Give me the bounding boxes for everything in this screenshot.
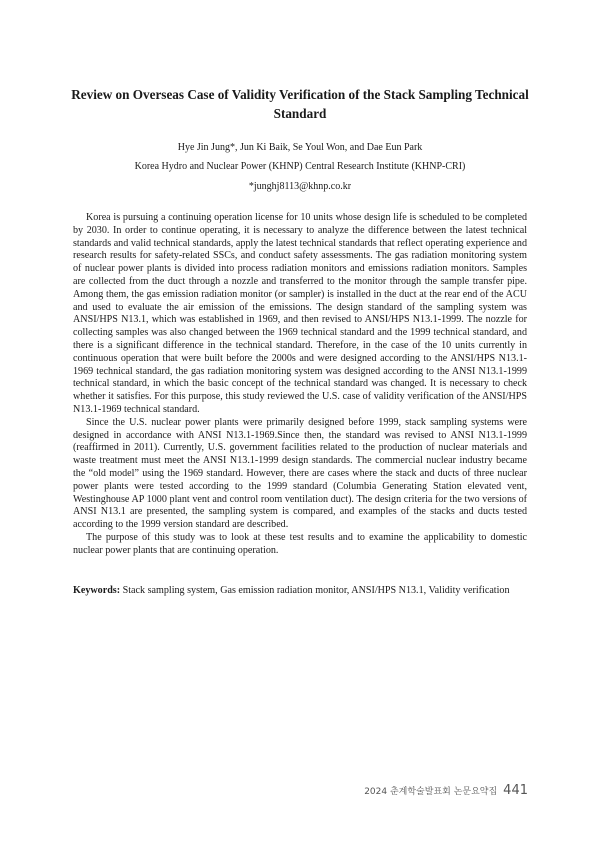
paper-title: Review on Overseas Case of Validity Verification of the Stack Sampling Technical Standard — [71, 87, 529, 121]
conference-name: 2024 춘계학술발표회 논문요약집 — [364, 787, 498, 797]
abstract — [73, 212, 527, 558]
keywords-label: Keywords: — [73, 585, 121, 596]
page-number: 441 — [503, 783, 528, 798]
abstract-paragraph-1: Korea is pursuing a continuing operation license for 10 units whose design life is scheduled to be completed by 2030. In order to continue operating, it is necessary to analyze the difference between the latest technical standards and valid technical standards, apply the latest technical standards that reflect operating experience and research results for safety-related SSCs, and conduct safety assessments. The gas radiation monitoring system of nuclear power plants is divided into process radiation monitors and emissions radiation monitors. Samples are collected from the duct through a nozzle and transferred to the monitor through the sample transfer pipe. Among them, the gas emission radiation monitor (or sampler) is installed in the duct at the rear end of the ACU and used to evaluate the air emission of the emissions. The design standard of the sampling system was ANSI/HPS N13.1, which was established in 1969, and then revised to ANSI/HPS N13.1-1999. The nozzle for collecting samples was also changed between the 1969 technical standard and the 1999 technical standard, and there is a significant difference in the technical standard. Therefore, in the case of the 10 units currently in continuous operation that were built before the 2000s and were designed according to the ANSI/HPS N13.1-1969 technical standard, the gas radiation monitoring system was designed according to the ANSI N13.1-1999 technical standard, in which the basic concept of the technical standard was changed. It is necessary to check whether it satisfies. For this purpose, this study reviewed the U.S. case of validity verification of the ANSI/HPS N13.1-1969 technical standard. — [73, 212, 527, 415]
affiliation: Korea Hydro and Nuclear Power (KHNP) Central Research Institute (KHNP-CRI) — [134, 161, 466, 172]
abstract-paragraph-2: Since the U.S. nuclear power plants were primarily designed before 1999, stack sampling systems were designed in accordance with ANSI N13.1-1969.Since then, the standard was revised to ANSI N13.1-1999 (reaffirmed in 2011). Currently, U.S. government facilities related to the production of nuclear materials and waste treatment must meet the ANSI N13.1-1999 design standards. The commercial nuclear industry became the “old model” using the 1969 standard. However, there are cases where the stack and ducts of three nuclear power plants were tested according to the 1999 standard (Columbia Generating Station elevated vent, Westinghouse AP 1000 plant vent and control room ventilation duct). The design criteria for the two versions of ANSI N13.1 are presented, the sampling system is compared, and examples of the stacks and ducts tested according to the 1999 version standard are described. — [73, 416, 527, 531]
keywords — [73, 585, 527, 598]
keywords-text: Stack sampling system, Gas emission radiation monitor, ANSI/HPS N13.1, Validity verification — [120, 585, 510, 596]
corresponding-email: *junghj8113@khnp.co.kr — [248, 181, 352, 192]
page-footer — [364, 779, 528, 798]
abstract-paragraph-3: The purpose of this study was to look at these test results and to examine the applicability to domestic nuclear power plants that are continuing operation. — [73, 531, 527, 556]
author-list: Hye Jin Jung*, Jun Ki Baik, Se Youl Won, and Dae Eun Park — [177, 142, 423, 153]
